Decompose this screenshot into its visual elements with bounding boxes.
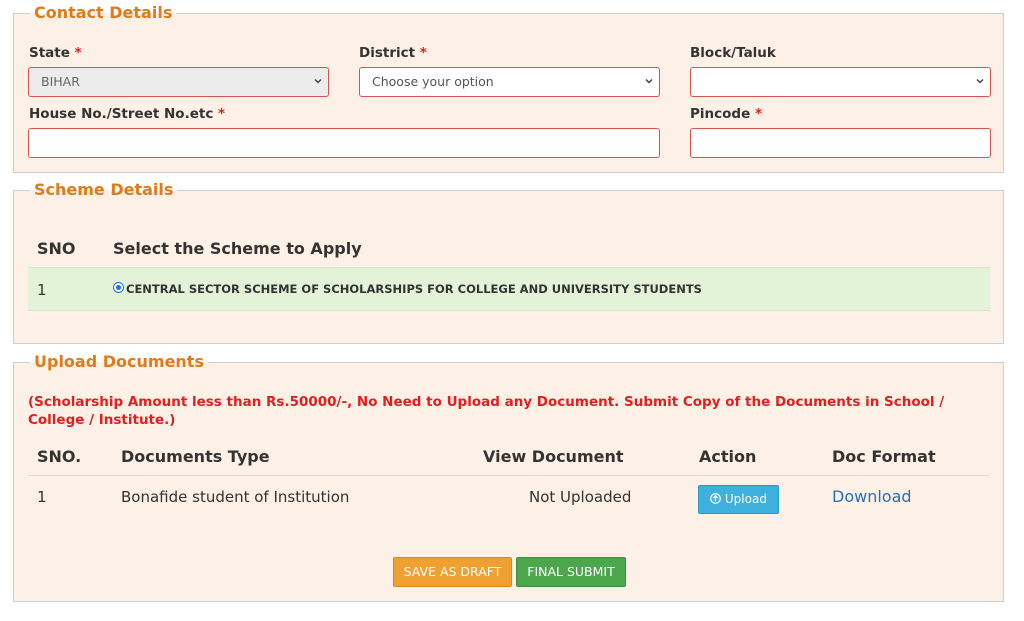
upload-button-label: Upload (724, 492, 767, 506)
upload-warning-text: (Scholarship Amount less than Rs.50000/-, No Need to Upload any Document. Submit Copy of the Documents in School / College / Institute.) (28, 394, 945, 428)
upload-button[interactable] (698, 485, 779, 514)
final-submit-button[interactable]: FINAL SUBMIT (516, 557, 626, 587)
required-mark: * (74, 45, 82, 61)
block-label (690, 45, 776, 61)
state-label (29, 45, 82, 61)
state-label-text: State (29, 45, 70, 61)
upload-arrow-icon (710, 493, 721, 504)
scheme-radio-button[interactable] (113, 282, 124, 293)
doc-header-format: Doc Format (832, 447, 936, 466)
required-mark: * (218, 106, 226, 122)
scheme-row-sno: 1 (37, 281, 47, 299)
scheme-header-select: Select the Scheme to Apply (113, 239, 362, 258)
doc-header-type: Documents Type (121, 447, 270, 466)
scheme-details-section (13, 181, 1004, 344)
upload-documents-legend: Upload Documents (34, 352, 204, 371)
doc-row-sno: 1 (37, 488, 47, 506)
contact-details-legend: Contact Details (34, 3, 173, 22)
doc-header-sno: SNO. (37, 447, 82, 466)
pincode-label (690, 106, 762, 122)
save-as-draft-button[interactable]: SAVE AS DRAFT (393, 557, 512, 587)
scheme-details-legend: Scheme Details (34, 180, 174, 199)
chevron-down-icon (976, 77, 984, 85)
chevron-down-icon (645, 77, 653, 85)
download-format-link[interactable]: Download (832, 487, 912, 506)
block-select[interactable] (690, 67, 991, 97)
state-select[interactable] (28, 67, 329, 97)
scheme-header-sno: SNO (37, 239, 76, 258)
doc-row-status: Not Uploaded (529, 488, 632, 506)
required-mark: * (419, 45, 427, 61)
doc-header-view: View Document (483, 447, 624, 466)
pincode-input[interactable] (690, 128, 991, 158)
doc-header-action: Action (699, 447, 757, 466)
district-label (359, 45, 427, 61)
scheme-row-name: CENTRAL SECTOR SCHEME OF SCHOLARSHIPS FOR COLLEGE AND UNIVERSITY STUDENTS (126, 282, 702, 296)
district-label-text: District (359, 45, 416, 61)
house-label-text: House No./Street No.etc (29, 106, 214, 122)
district-select[interactable] (359, 67, 660, 97)
house-input[interactable] (28, 128, 660, 158)
block-label-text: Block/Taluk (690, 45, 776, 61)
district-select-placeholder: Choose your option (372, 74, 494, 89)
doc-table-divider (28, 475, 990, 476)
required-mark: * (754, 106, 762, 122)
pincode-label-text: Pincode (690, 106, 751, 122)
house-label (29, 106, 225, 122)
chevron-down-icon (314, 77, 322, 85)
doc-row-type: Bonafide student of Institution (121, 488, 350, 506)
state-select-value: BIHAR (41, 74, 80, 89)
